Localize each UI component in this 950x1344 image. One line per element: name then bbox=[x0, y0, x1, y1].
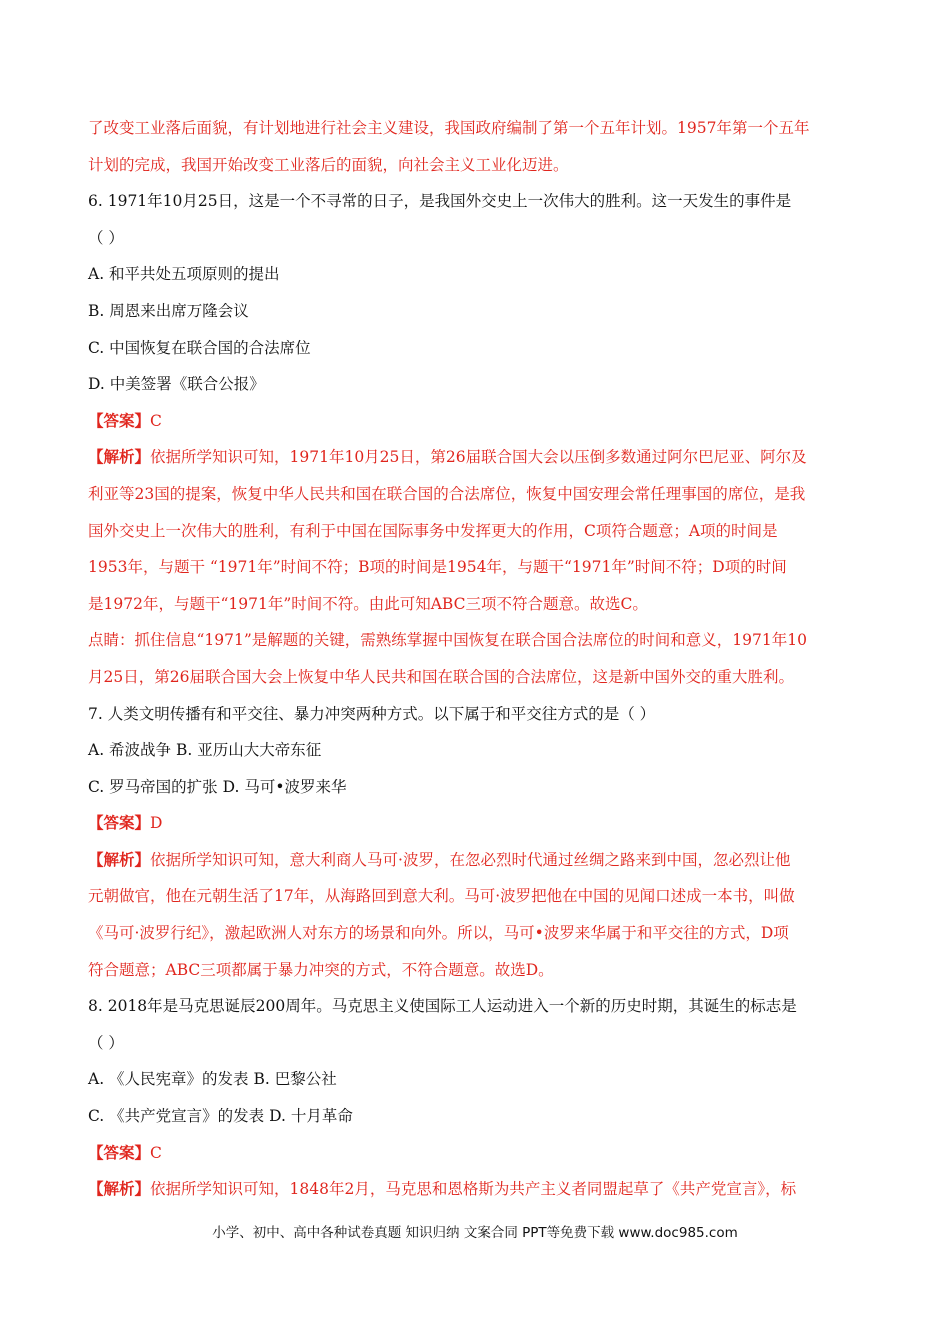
answer-tag: 【解析】 bbox=[88, 447, 151, 467]
text-line bbox=[88, 1135, 868, 1172]
text-line bbox=[88, 805, 868, 842]
line-text: 元朝做官，他在元朝生活了17年，从海路回到意大利。马可·波罗把他在中国的见闻口述成一本书，叫做 bbox=[88, 887, 795, 906]
text-line bbox=[88, 1025, 868, 1062]
line-text: （ ） bbox=[88, 1033, 124, 1052]
answer-tag: 【答案】 bbox=[88, 813, 151, 833]
answer-tag: 【解析】 bbox=[88, 849, 151, 869]
line-text: A. 《人民宪章》的发表 B. 巴黎公社 bbox=[88, 1070, 337, 1089]
line-text: C bbox=[150, 411, 162, 430]
line-text: D bbox=[150, 814, 163, 833]
line-text: 依据所学知识可知，意大利商人马可·波罗，在忽必烈时代通过丝绸之路来到中国，忽必烈让他 bbox=[150, 850, 791, 869]
text-line bbox=[88, 769, 868, 806]
text-line bbox=[88, 183, 868, 220]
line-text: 6. 1971年10月25日，这是一个不寻常的日子，是我国外交史上一次伟大的胜利。这一天发生的事件是 bbox=[88, 192, 792, 211]
text-line bbox=[88, 513, 868, 550]
text-line bbox=[88, 439, 868, 476]
line-text: 依据所学知识可知，1971年10月25日，第26届联合国大会以压倒多数通过阿尔巴尼亚、阿尔及 bbox=[150, 448, 807, 467]
text-line bbox=[88, 622, 868, 659]
text-line bbox=[88, 1061, 868, 1098]
line-text: A. 希波战争 B. 亚历山大大帝东征 bbox=[88, 741, 322, 760]
text-line bbox=[88, 110, 868, 147]
text-line bbox=[88, 1098, 868, 1135]
line-text: 8. 2018年是马克思诞辰200周年。马克思主义使国际工人运动进入一个新的历史时期，其诞生的标志是 bbox=[88, 997, 797, 1016]
text-line bbox=[88, 988, 868, 1025]
text-line bbox=[88, 476, 868, 513]
line-text: C. 中国恢复在联合国的合法席位 bbox=[88, 338, 311, 357]
text-line bbox=[88, 256, 868, 293]
text-line bbox=[88, 220, 868, 257]
line-text: （ ） bbox=[88, 228, 124, 247]
page-footer: 小学、初中、高中各种试卷真题 知识归纳 文案合同 PPT等免费下载 www.doc985.com bbox=[212, 1225, 738, 1241]
line-text: 利亚等23国的提案，恢复中华人民共和国在联合国的合法席位，恢复中国安理会常任理事国的席位，是我 bbox=[88, 484, 806, 503]
line-text: 1953年，与题干 “1971年”时间不符；B项的时间是1954年，与题干“1971年”时间不符；D项的时间 bbox=[88, 558, 787, 577]
line-text: 《马可·波罗行纪》，激起欧洲人对东方的场景和向外。所以，马可•波罗来华属于和平交往的方式，D项 bbox=[88, 924, 789, 943]
text-line bbox=[88, 1171, 868, 1208]
answer-tag: 【答案】 bbox=[88, 1142, 151, 1162]
answer-tag: 【答案】 bbox=[88, 410, 151, 430]
line-text: A. 和平共处五项原则的提出 bbox=[88, 265, 280, 284]
line-text: 是1972年，与题干“1971年”时间不符。由此可知ABC三项不符合题意。故选C。 bbox=[88, 594, 648, 613]
line-text: 国外交史上一次伟大的胜利，有利于中国在国际事务中发挥更大的作用，C项符合题意；A项的时间是 bbox=[88, 521, 778, 540]
text-line bbox=[88, 330, 868, 367]
line-text: B. 周恩来出席万隆会议 bbox=[88, 301, 249, 320]
text-line bbox=[88, 293, 868, 330]
text-line bbox=[88, 732, 868, 769]
text-line bbox=[88, 586, 868, 623]
text-line bbox=[88, 366, 868, 403]
line-text: D. 中美签署《联合公报》 bbox=[88, 375, 265, 394]
line-text: 点睛：抓住信息“1971”是解题的关键，需熟练掌握中国恢复在联合国合法席位的时间和意义，1971年10 bbox=[88, 631, 807, 650]
line-text: 月25日，第26届联合国大会上恢复中华人民共和国在联合国的合法席位，这是新中国外交的重大胜利。 bbox=[88, 667, 794, 686]
text-line bbox=[88, 403, 868, 440]
text-line bbox=[88, 915, 868, 952]
document-body bbox=[88, 110, 868, 1208]
answer-tag: 【解析】 bbox=[88, 1179, 151, 1199]
text-line bbox=[88, 659, 868, 696]
text-line bbox=[88, 842, 868, 879]
text-line bbox=[88, 878, 868, 915]
line-text: C. 罗马帝国的扩张 D. 马可•波罗来华 bbox=[88, 777, 347, 796]
line-text: 依据所学知识可知，1848年2月，马克思和恩格斯为共产主义者同盟起草了《共产党宣言》，标 bbox=[150, 1180, 797, 1199]
line-text: C bbox=[150, 1143, 162, 1162]
text-line bbox=[88, 952, 868, 989]
line-text: 符合题意；ABC三项都属于暴力冲突的方式，不符合题意。故选D。 bbox=[88, 960, 554, 979]
line-text: 了改变工业落后面貌，有计划地进行社会主义建设，我国政府编制了第一个五年计划。1957年第一个五年 bbox=[88, 119, 810, 137]
text-line bbox=[88, 549, 868, 586]
line-text: 计划的完成，我国开始改变工业落后的面貌，向社会主义工业化迈进。 bbox=[88, 155, 569, 174]
line-text: C. 《共产党宣言》的发表 D. 十月革命 bbox=[88, 1107, 353, 1126]
text-line bbox=[88, 696, 868, 733]
line-text: 7. 人类文明传播有和平交往、暴力冲突两种方式。以下属于和平交往方式的是（ ） bbox=[88, 704, 656, 723]
text-line bbox=[88, 147, 868, 184]
